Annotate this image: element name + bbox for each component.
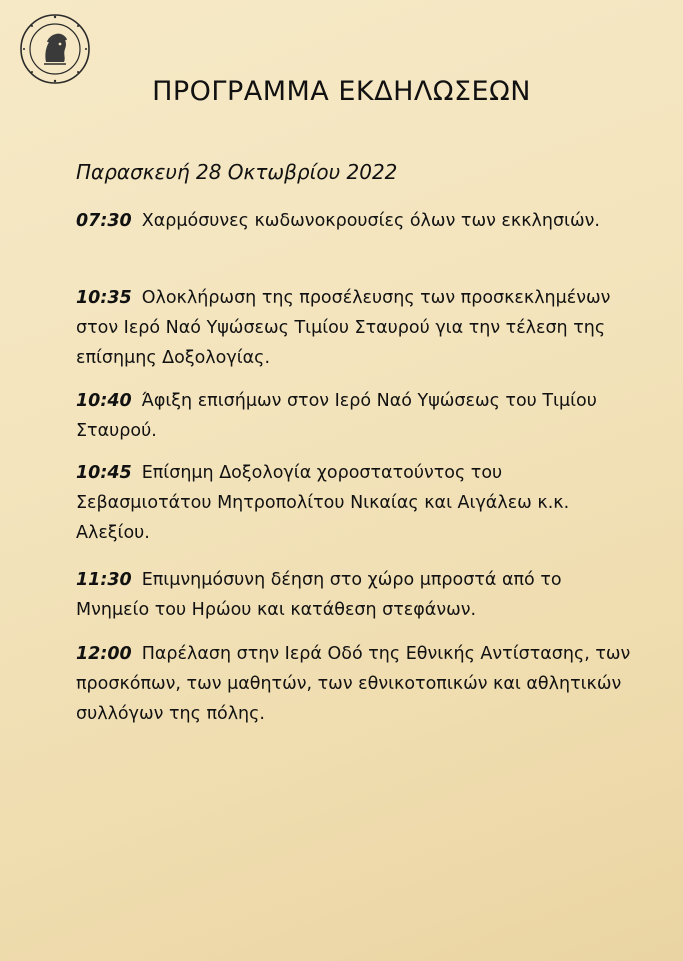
event-item (76, 639, 636, 729)
event-description: Χαρμόσυνες κωδωνοκρουσίες όλων των εκκλησιών. (141, 211, 600, 231)
event-item (76, 206, 636, 236)
event-time: 12:00 (76, 644, 132, 664)
event-item (76, 565, 636, 625)
event-description: Ολοκλήρωση της προσέλευσης των προσκεκλημένων στον Ιερό Ναό Υψώσεως Τιμίου Σταυρού για την τέλεση της επίσημης Δοξολογίας. (76, 288, 611, 368)
event-item (76, 458, 636, 548)
event-description: Επίσημη Δοξολογία χοροστατούντος του Σεβασμιοτάτου Μητροπολίτου Νικαίας και Αιγάλεω κ.κ. Αλεξίου. (76, 463, 570, 543)
event-description: Επιμνημόσυνη δέηση στο χώρο μπροστά από το Μνημείο του Ηρώου και κατάθεση στεφάνων. (76, 570, 562, 620)
event-item (76, 386, 636, 446)
event-date: Παρασκευή 28 Οκτωβρίου 2022 (76, 160, 398, 184)
event-time: 07:30 (76, 211, 132, 231)
event-time: 10:45 (76, 463, 132, 483)
event-item (76, 283, 636, 373)
event-time: 11:30 (76, 570, 132, 590)
event-description: Άφιξη επισήμων στον Ιερό Ναό Υψώσεως του Τιμίου Σταυρού. (76, 391, 597, 441)
event-description: Παρέλαση στην Ιερά Οδό της Εθνικής Αντίστασης, των προσκόπων, των μαθητών, των εθνικοτοπικών και αθλητικών συλλόγων της πόλης. (76, 644, 631, 724)
page-title: ΠΡΟΓΡΑΜΜΑ ΕΚΔΗΛΩΣΕΩΝ (152, 76, 531, 107)
municipal-seal-icon (18, 12, 92, 86)
event-time: 10:35 (76, 288, 132, 308)
event-time: 10:40 (76, 391, 132, 411)
